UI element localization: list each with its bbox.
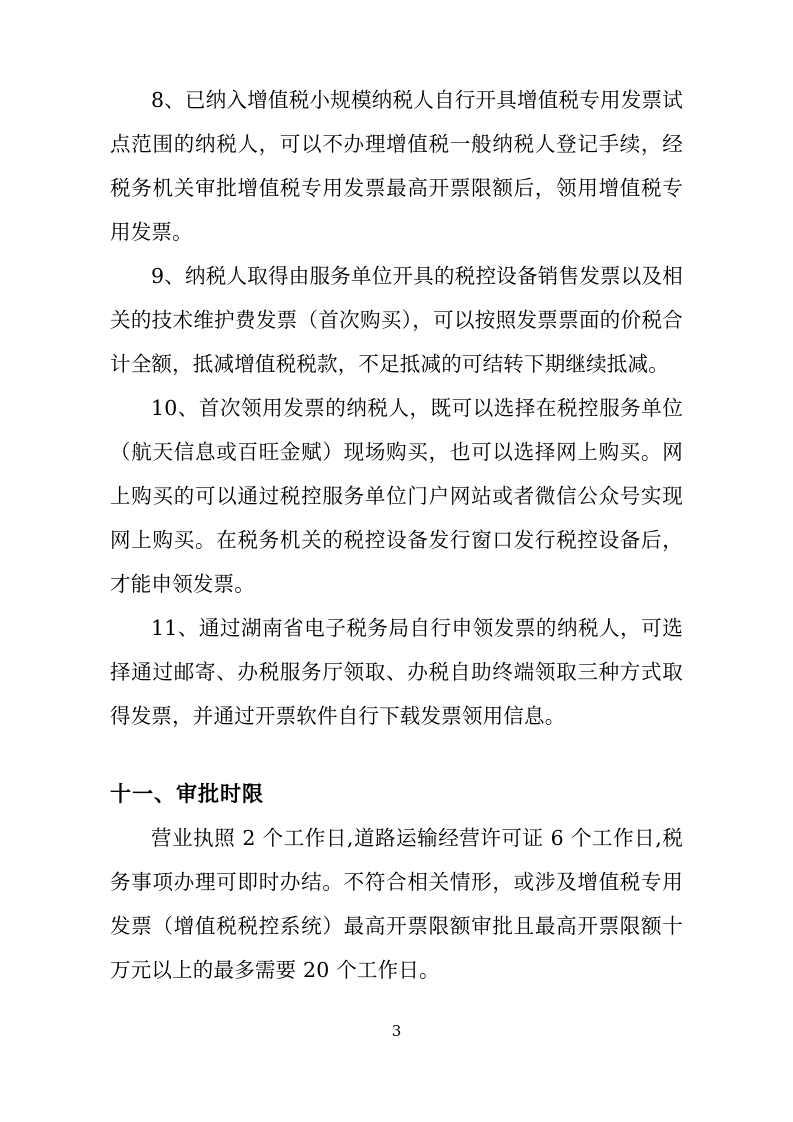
paragraph-9: 9、纳税人取得由服务单位开具的税控设备销售发票以及相关的技术维护费发票（首次购买），可以按照发票票面的价税合计全额，抵减增值税税款，不足抵减的可结转下期继续抵减。	[110, 264, 683, 376]
paragraph-8: 8、已纳入增值税小规模纳税人自行开具增值税专用发票试点范围的纳税人，可以不办理增值税一般纳税人登记手续，经税务机关审批增值税专用发票最高开票限额后，领用增值税专用发票。	[110, 88, 683, 244]
page-number: 3	[391, 1022, 402, 1040]
section-heading-approval-time-limit: 十一、审批时限	[110, 781, 264, 806]
section-paragraph-approval-time-limit: 营业执照 2 个工作日,道路运输经营许可证 6 个工作日,税务事项办理可即时办结。不符合相关情形，或涉及增值税专用发票（增值税税控系统）最高开票限额审批且最高开票限额十万元以上的最多需要 20 个工作日。	[110, 826, 683, 982]
paragraph-10: 10、首次领用发票的纳税人，既可以选择在税控服务单位（航天信息或百旺金赋）现场购买，也可以选择网上购买。网上购买的可以通过税控服务单位门户网站或者微信公众号实现网上购买。在税务机关的税控设备发行窗口发行税控设备后，才能申领发票。	[110, 396, 683, 596]
paragraph-11: 11、通过湖南省电子税务局自行申领发票的纳税人，可选择通过邮寄、办税服务厅领取、办税自助终端领取三种方式取得发票，并通过开票软件自行下载发票领用信息。	[110, 616, 683, 728]
